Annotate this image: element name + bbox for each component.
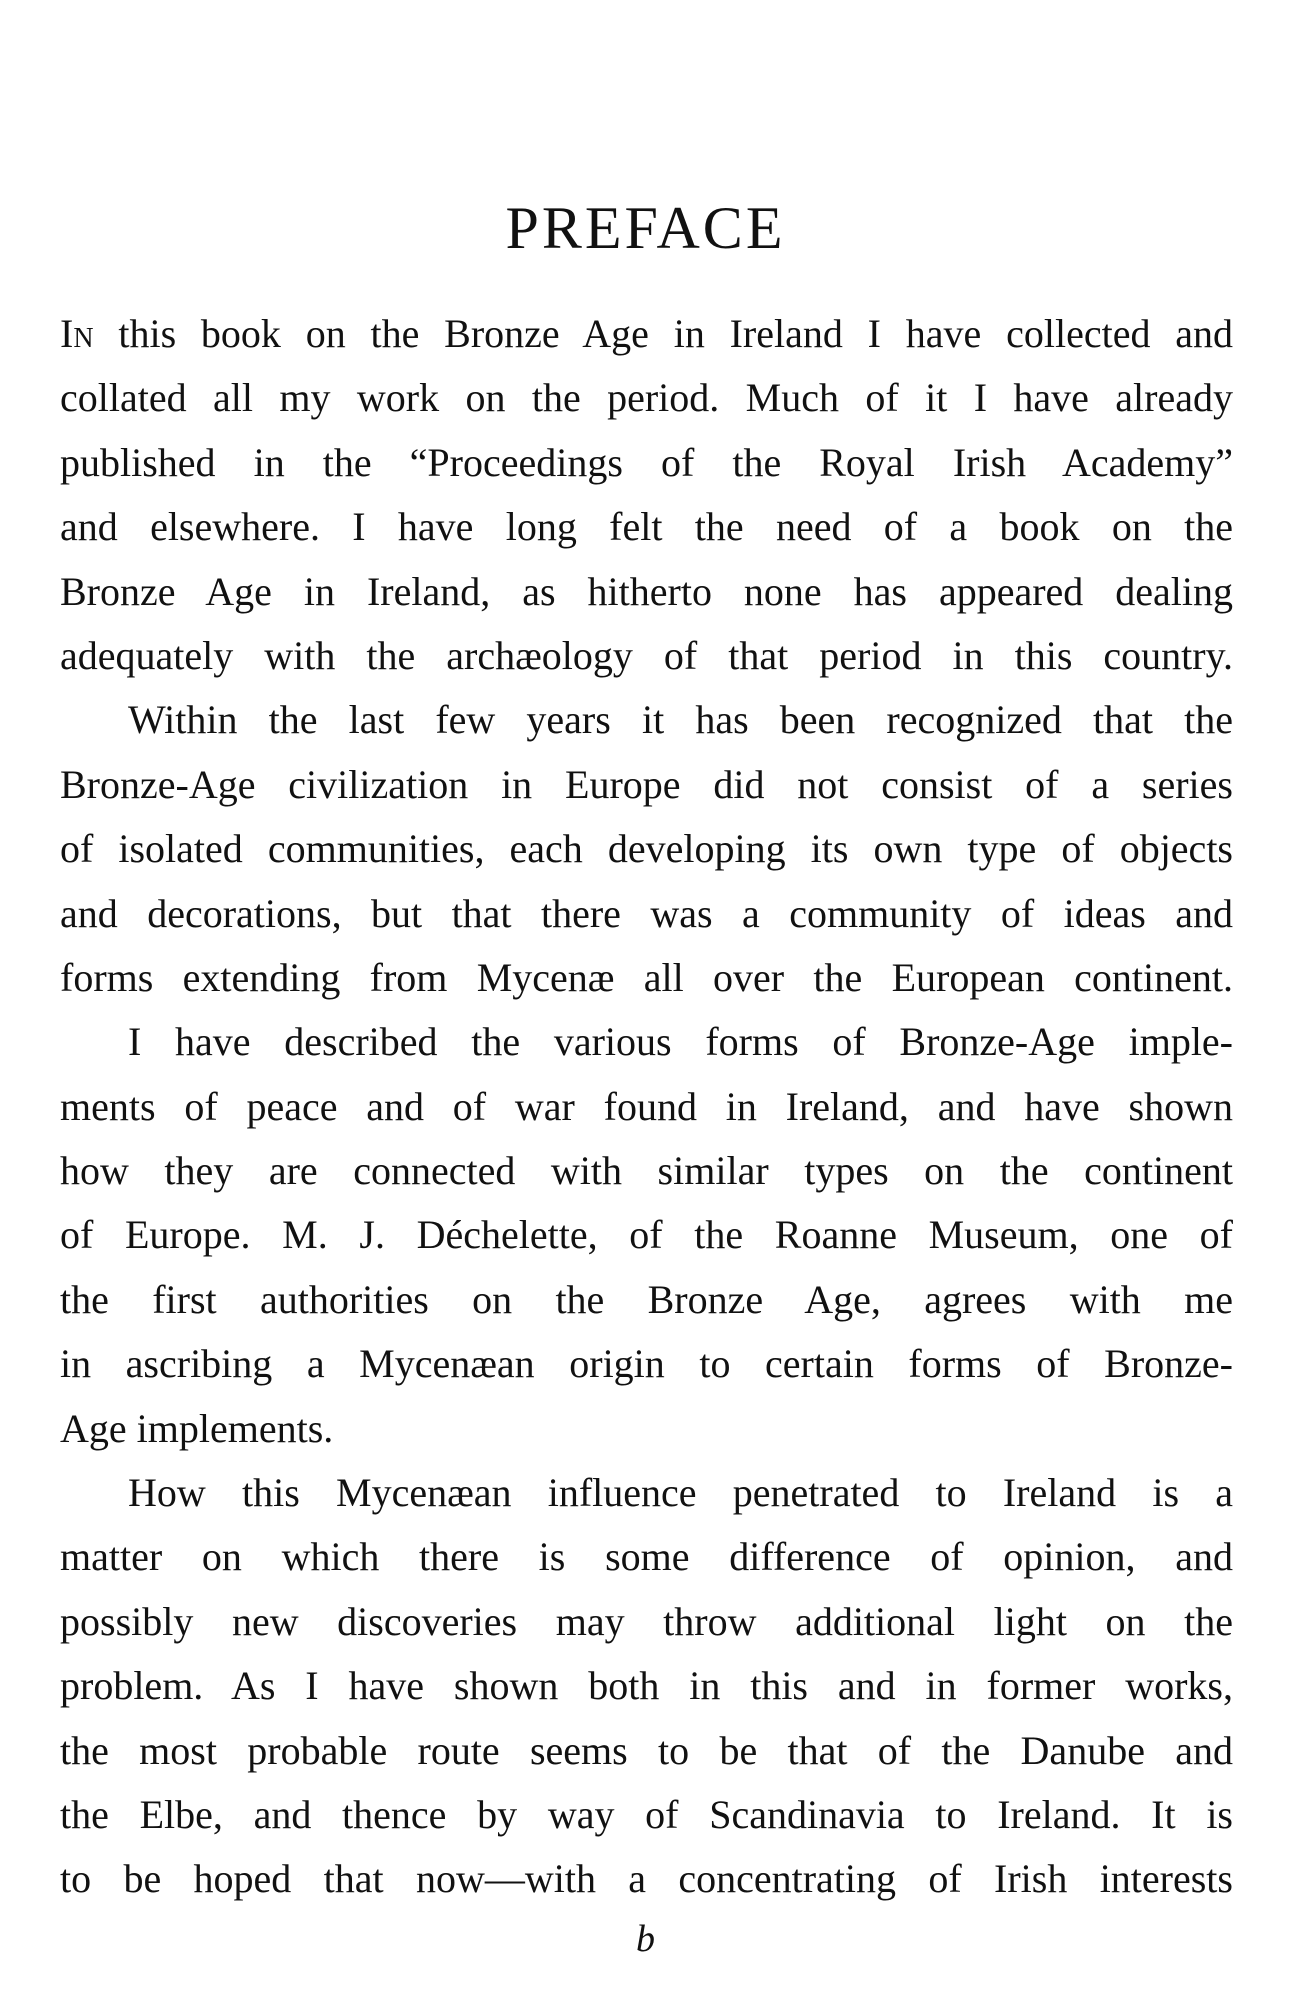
opening-word: In [60,311,94,356]
text-line: forms extending from Mycenæ all over the European continent. [60,954,1233,1000]
text-line: Bronze-Age civilization in Europe did not consist of a series [60,761,1233,807]
text-line: in ascribing a Mycenæan origin to certain forms of Bronze- [60,1341,1233,1387]
text-line: How this Mycenæan influence penetrated to Ireland is a [128,1470,1233,1516]
text-line: Bronze Age in Ireland, as hitherto none has appeared dealing [60,568,1233,614]
text-line: and elsewhere. I have long felt the need of a book on the [60,504,1233,550]
text-line: of Europe. M. J. Déchelette, of the Roanne Museum, one of [60,1212,1233,1258]
text-line: the most probable route seems to be that of the Danube and [60,1727,1233,1773]
text-line: published in the “Proceedings of the Royal Irish Academy” [60,439,1233,485]
text-line: matter on which there is some difference of opinion, and [60,1534,1233,1580]
text-line: problem. As I have shown both in this and in former works, [60,1663,1233,1709]
text-line: how they are connected with similar types on the continent [60,1148,1233,1194]
signature-mark: b [636,1918,655,1960]
text-line: the first authorities on the Bronze Age, agrees with me [60,1276,1233,1322]
text-line: ments of peace and of war found in Ireland, and have shown [60,1083,1233,1129]
text-line: I have described the various forms of Bronze-Age imple- [128,1019,1233,1065]
text-line: adequately with the archæology of that period in this country. [60,632,1233,678]
text-line: collated all my work on the period. Much of it I have already [60,375,1233,421]
text-line: the Elbe, and thence by way of Scandinavia to Ireland. It is [60,1791,1233,1837]
preface-body [60,302,1233,1912]
text-line: Age implements. [60,1405,334,1451]
page-title: PREFACE [505,195,786,262]
text-line [60,302,1233,366]
text-line: Within the last few years it has been recognized that the [128,697,1233,743]
text-line: of isolated communities, each developing its own type of objects [60,826,1233,872]
text-line: and decorations, but that there was a community of ideas and [60,890,1233,936]
line-text: this book on the Bronze Age in Ireland I have collected and [93,311,1233,356]
text-line: to be hoped that now—with a concentrating of Irish interests [60,1856,1233,1902]
text-line: possibly new discoveries may throw additional light on the [60,1598,1233,1644]
